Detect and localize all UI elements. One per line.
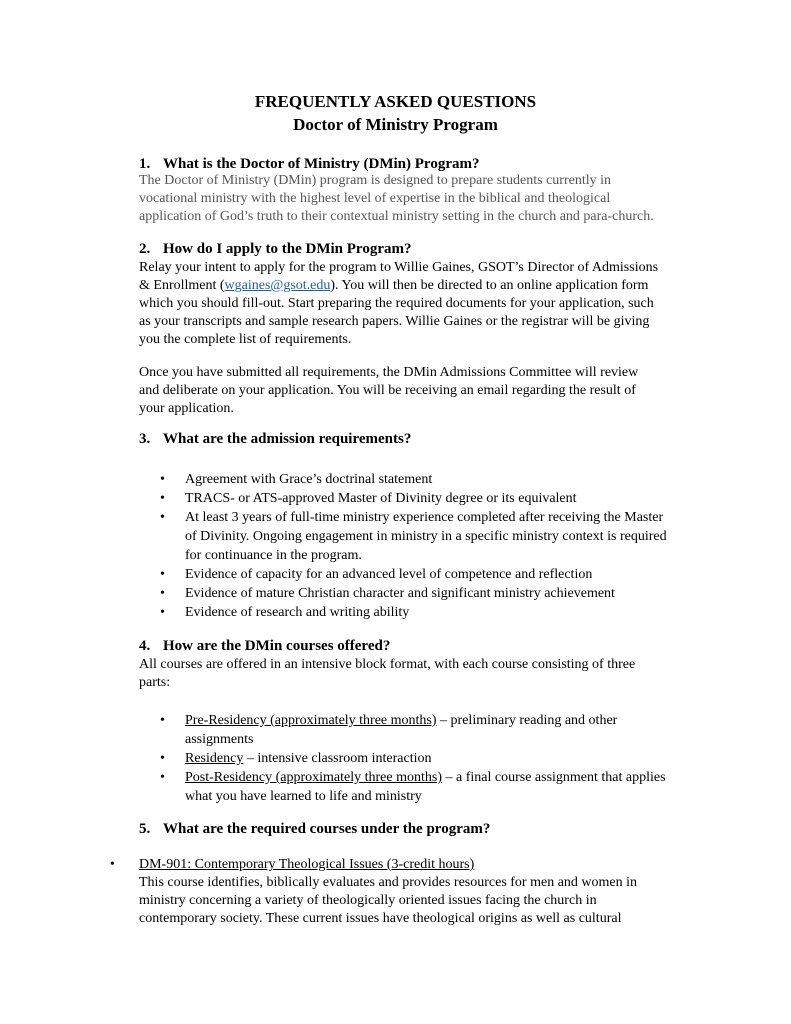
answer-2 [139,259,669,349]
bullet-icon: • [160,491,165,506]
answer-4 [139,656,669,692]
bullet-icon: • [160,586,165,601]
list-item [160,603,670,622]
course-description-line: contemporary society. These current issues have theological origins as well as cultural [139,911,622,926]
answer-line: The Doctor of Ministry (DMin) program is designed to prepare students currently in [139,173,612,188]
answer-line: All courses are offered in an intensive block format, with each course consisting of three [139,657,636,672]
list-item-text: Evidence of research and writing ability [185,605,410,620]
document-subtitle: Doctor of Ministry Program [293,115,498,134]
question-number: 1. [139,156,151,172]
answer-line: Relay your intent to apply for the program to Willie Gaines, GSOT’s Director of Admissions [139,260,659,275]
list-item-text: Evidence of capacity for an advanced level of competence and reflection [185,567,593,582]
answer-line: Once you have submitted all requirements, the DMin Admissions Committee will review [139,365,639,380]
course-name: DM-901: Contemporary Theological Issues (3-credit hours) [139,857,475,872]
answer-line: as your transcripts and sample research papers. Willie Gaines or the registrar will be giving [139,314,650,329]
answer-text: ). You will then be directed to an online application form [330,278,649,293]
question-number: 3. [139,431,151,447]
bullet-icon: • [160,751,165,766]
question-number: 5. [139,821,151,837]
list-item [160,489,670,508]
question-text: How are the DMin courses offered? [163,638,391,654]
format-term: Post-Residency (approximately three months) [185,770,442,785]
bullet-icon: • [160,510,165,525]
requirements-list [160,470,670,622]
answer-line: vocational ministry with the highest level of expertise in the biblical and theological [139,191,611,206]
bullet-icon: • [160,770,165,785]
bullet-icon: • [160,605,165,620]
format-description: – intensive classroom interaction [243,751,432,766]
list-item [160,470,670,489]
course-entry [110,856,670,928]
answer-text: & Enrollment ( [139,278,225,293]
question-text: What are the required courses under the program? [163,821,491,837]
list-item [160,584,670,603]
question-text: What are the admission requirements? [163,431,412,447]
list-item-text: Agreement with Grace’s doctrinal statement [185,472,433,487]
question-number: 2. [139,241,151,257]
answer-line: you the complete list of requirements. [139,332,352,347]
course-format-list [160,711,670,806]
course-description-line: ministry concerning a variety of theologically oriented issues facing the church in [139,893,597,908]
answer-line-with-email [139,277,669,295]
bullet-icon: • [110,857,115,872]
list-item [160,565,670,584]
list-item [160,711,670,749]
bullet-icon: • [160,472,165,487]
question-5-heading [139,821,490,838]
question-number: 4. [139,638,151,654]
list-item [160,508,670,565]
document-title: FREQUENTLY ASKED QUESTIONS [254,92,537,111]
list-item-text: TRACS- or ATS-approved Master of Divinity degree or its equivalent [185,491,577,506]
list-item [160,749,670,768]
list-item-text: Evidence of mature Christian character and significant ministry achievement [185,586,615,601]
question-text: How do I apply to the DMin Program? [163,241,412,257]
list-item [160,768,670,806]
format-description: – preliminary reading and other assignments [185,713,618,747]
question-1-heading [139,156,479,173]
list-item-text: At least 3 years of full-time ministry experience completed after receiving the Master of Divinity. Ongoing engagement in ministry in a specific ministry context is required for continuance in the program. [185,510,667,563]
answer-line: application of God’s truth to their contextual ministry setting in the church and para-church. [139,209,654,224]
format-description: – a final course assignment that applies what you have learned to life and ministry [185,770,666,804]
answer-line: parts: [139,675,171,690]
format-term: Residency [185,751,244,766]
answer-line: which you should fill-out. Start preparing the required documents for your application, such [139,296,654,311]
email-link[interactable]: wgaines@gsot.edu [224,278,331,293]
answer-1 [139,172,669,226]
bullet-icon: • [160,713,165,728]
question-3-heading [139,431,411,448]
course-description-line: This course identifies, biblically evaluates and provides resources for men and women in [139,875,638,890]
question-2-heading [139,241,411,258]
question-text: What is the Doctor of Ministry (DMin) Program? [163,156,480,172]
answer-line: and deliberate on your application. You will be receiving an email regarding the result of [139,383,636,398]
question-4-heading [139,638,390,655]
answer-2-paragraph-2 [139,364,669,418]
format-term: Pre-Residency (approximately three months) [185,713,437,728]
answer-line: your application. [139,401,234,416]
bullet-icon: • [160,567,165,582]
